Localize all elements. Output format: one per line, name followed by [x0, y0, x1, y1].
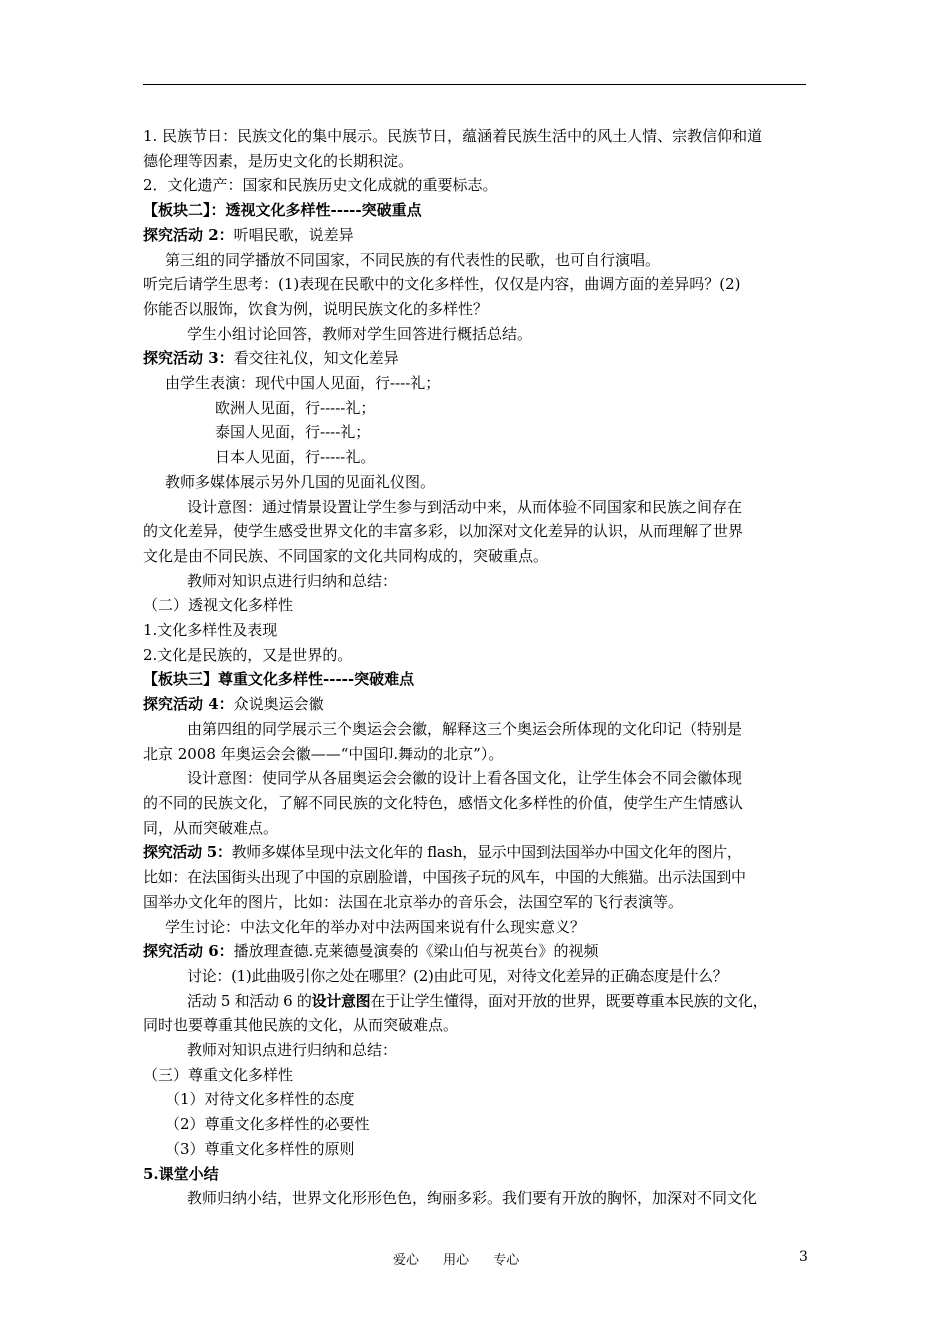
paragraph: 德伦理等因素，是历史文化的长期积淀。 [143, 151, 414, 170]
activity-title: 听唱民歌，说差异 [233, 225, 354, 244]
paragraph: （三）尊重文化多样性 [143, 1065, 294, 1084]
document-body [143, 124, 808, 1211]
paragraph: 设计意图：使同学从各届奥运会会徽的设计上看各国文化，让学生体会不同会徽体现 [187, 769, 743, 788]
paragraph: 2．文化遗产：国家和民族历史文化成就的重要标志。 [143, 176, 498, 195]
paragraph: 由学生表演：现代中国人见面，行----礼； [165, 374, 441, 393]
paragraph: 设计意图：通过情景设置让学生参与到活动中来，从而体验不同国家和民族之间存在 [187, 497, 743, 516]
paragraph: （3）尊重文化多样性的原则 [165, 1139, 355, 1158]
section-heading: 【板块二】：透视文化多样性-----突破重点 [143, 201, 422, 220]
paragraph: 学生小组讨论回答，教师对学生回答进行概括总结。 [187, 324, 533, 343]
activity-title: 众说奥运会徽 [233, 695, 324, 714]
activity-label: 探究活动 6： [143, 942, 234, 961]
paragraph: 教师对知识点进行归纳和总结： [187, 1041, 398, 1060]
activity-heading [143, 939, 808, 964]
paragraph: 的不同的民族文化，了解不同民族的文化特色，感悟文化多样性的价值，使学生产生情感认 [143, 793, 744, 812]
paragraph: 你能否以服饰，饮食为例，说明民族文化的多样性？ [143, 299, 489, 318]
paragraph: 第三组的同学播放不同国家，不同民族的有代表性的民歌，也可自行演唱。 [165, 250, 661, 269]
activity-heading [143, 223, 808, 248]
activity-heading [143, 840, 808, 865]
section-heading: 5.课堂小结 [143, 1164, 219, 1183]
activity-title: 看交往礼仪，知文化差异 [233, 349, 399, 368]
paragraph: （二）透视文化多样性 [143, 596, 294, 615]
paragraph: 国举办文化年的图片，比如：法国在北京举办的音乐会，法国空军的飞行表演等。 [143, 892, 684, 911]
paragraph: （1）对待文化多样性的态度 [165, 1090, 355, 1109]
paragraph: 的文化差异，使学生感受世界文化的丰富多彩，以加深对文化差异的认识，从而理解了世界 [143, 522, 744, 541]
paragraph: 听完后请学生思考：(1)表现在民歌中的文化多样性，仅仅是内容，曲调方面的差异吗？(2) [143, 275, 741, 294]
paragraph: 文化是由不同民族、不同国家的文化共同构成的，突破重点。 [143, 546, 549, 565]
activity-label: 探究活动 3： [143, 349, 234, 368]
paragraph: 1. 民族节日：民族文化的集中展示。民族节日，蕴涵着民族生活中的风土人情、宗教信仰和道 [143, 127, 763, 145]
paragraph: 同，从而突破难点。 [143, 818, 279, 837]
activity-heading [143, 346, 808, 371]
activity-title: 播放理查德.克莱德曼演奏的《梁山伯与祝英台》的视频 [233, 942, 599, 961]
paragraph: 2.文化是民族的，又是世界的。 [143, 645, 353, 664]
activity-title: 教师多媒体呈现中法文化年的 flash，显示中国到法国举办中国文化年的图片， [231, 843, 742, 862]
section-heading: 【板块三】尊重文化多样性-----突破难点 [143, 670, 415, 689]
paragraph: 教师多媒体展示另外几国的见面礼仪图。 [165, 472, 436, 491]
paragraph: 日本人见面，行-----礼。 [215, 448, 376, 467]
paragraph: 同时也要尊重其他民族的文化，从而突破难点。 [143, 1016, 459, 1035]
paragraph: 泰国人见面，行----礼； [215, 423, 371, 442]
paragraph: 学生讨论：中法文化年的举办对中法两国来说有什么现实意义？ [165, 917, 586, 936]
footer-motto: 爱心 用心 专心 [393, 1253, 520, 1268]
activity-label: 探究活动 4： [143, 695, 234, 714]
paragraph: 讨论：(1)此曲吸引你之处在哪里？(2)由此可见，对待文化差异的正确态度是什么？ [187, 966, 728, 985]
header-rule [143, 84, 806, 85]
text-run-bold: 设计意图 [311, 991, 371, 1010]
page-number: 3 [799, 1249, 808, 1265]
paragraph [143, 989, 808, 1014]
paragraph: 欧洲人见面，行-----礼； [215, 398, 376, 417]
paragraph: 比如：在法国街头出现了中国的京剧脸谱，中国孩子玩的风车，中国的大熊猫。出示法国到中 [143, 868, 746, 887]
paragraph: （2）尊重文化多样性的必要性 [165, 1115, 370, 1134]
activity-label: 探究活动 2： [143, 225, 234, 244]
activity-label: 探究活动 5： [143, 843, 232, 862]
paragraph: 1.文化多样性及表现 [143, 621, 278, 640]
paragraph: 北京 2008 年奥运会会徽——“中国印.舞动的北京”）。 [143, 744, 504, 763]
paragraph: 教师对知识点进行归纳和总结： [187, 571, 398, 590]
activity-heading [143, 692, 808, 717]
paragraph: 由第四组的同学展示三个奥运会会徽，解释这三个奥运会所体现的文化印记（特别是 [187, 719, 743, 738]
text-run: 在于让学生懂得，面对开放的世界，既要尊重本民族的文化， [370, 991, 768, 1010]
text-run: 活动 5 和活动 6 的 [187, 991, 312, 1010]
paragraph: 教师归纳小结，世界文化形形色色，绚丽多彩。我们要有开放的胸怀，加深对不同文化 [187, 1189, 758, 1208]
